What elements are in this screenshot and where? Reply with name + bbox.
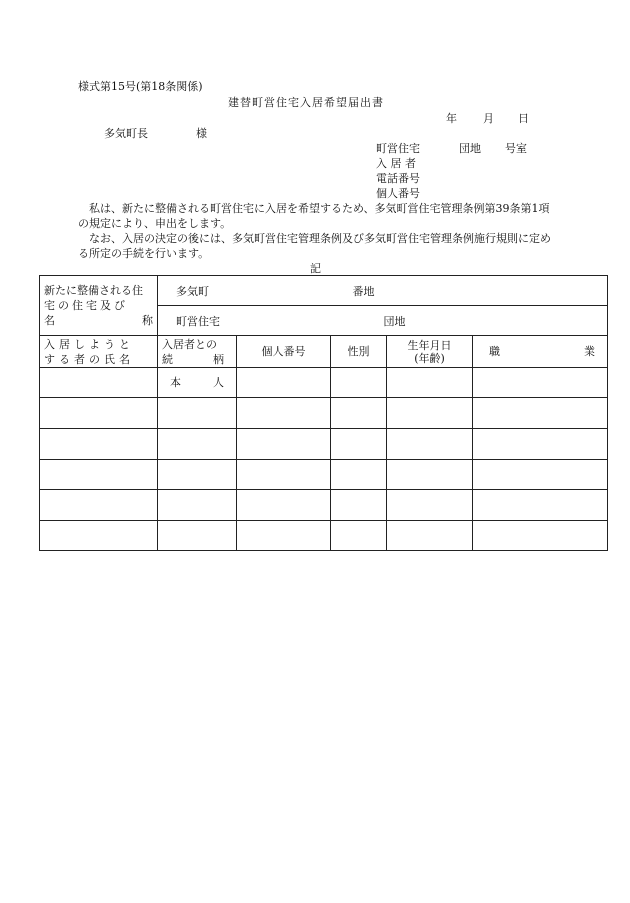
applicant-block-label: 団地	[459, 142, 481, 155]
occupation-cell[interactable]	[473, 460, 608, 490]
gender-cell[interactable]	[331, 429, 387, 460]
relation-header-line1: 入居者との	[162, 337, 217, 351]
address-town: 多気町	[176, 284, 209, 298]
date-month-label: 月	[483, 112, 494, 125]
ki-heading: 記	[310, 262, 321, 275]
birth-cell[interactable]	[387, 398, 473, 429]
occupation-header: 職 業	[489, 345, 596, 358]
name-cell[interactable]	[40, 398, 158, 429]
name-cell[interactable]	[40, 429, 158, 460]
birth-cell[interactable]	[387, 368, 473, 398]
applicant-personal-number-label: 個人番号	[376, 187, 420, 200]
gender-header: 性別	[331, 336, 387, 368]
address-cell[interactable]	[158, 276, 608, 306]
occupation-cell[interactable]	[473, 398, 608, 429]
occupation-header-cell	[473, 336, 608, 368]
applicant-housing-label: 町営住宅	[376, 142, 420, 155]
relation-cell[interactable]	[158, 398, 237, 429]
birth-cell[interactable]	[387, 490, 473, 521]
personal-number-cell[interactable]	[237, 368, 331, 398]
birth-header-line1: 生年月日	[407, 338, 452, 352]
personal-number-cell[interactable]	[237, 521, 331, 551]
gender-cell[interactable]	[331, 490, 387, 521]
addressee-honorific: 様	[196, 127, 207, 140]
applicant-room-label: 号室	[505, 142, 527, 155]
table-row	[40, 398, 608, 429]
date-year-label: 年	[446, 112, 457, 125]
name-cell[interactable]	[40, 460, 158, 490]
application-table	[39, 275, 608, 551]
occupation-cell[interactable]	[473, 521, 608, 551]
gender-cell[interactable]	[331, 368, 387, 398]
relation-cell[interactable]	[158, 460, 237, 490]
body-paragraph-2: なお、入居の決定の後には、多気町営住宅管理条例及び多気町営住宅管理条例施行規則に定める所定の手続を行います。	[78, 232, 551, 260]
birth-cell[interactable]	[387, 521, 473, 551]
table-row	[40, 429, 608, 460]
relation-cell[interactable]	[158, 490, 237, 521]
birth-header-line2: (年齢)	[414, 351, 445, 365]
document-title: 建替町営住宅入居希望届出書	[228, 96, 384, 109]
town-block-label: 団地	[383, 314, 406, 328]
personal-number-header: 個人番号	[237, 336, 331, 368]
table-row	[40, 368, 608, 398]
town-housing-cell[interactable]	[158, 306, 608, 336]
occupation-cell[interactable]	[473, 429, 608, 460]
addressee-name: 多気町長	[104, 127, 148, 140]
personal-number-cell[interactable]	[237, 429, 331, 460]
self-relation: 本 人	[170, 376, 224, 389]
personal-number-cell[interactable]	[237, 490, 331, 521]
table-row	[40, 521, 608, 551]
body-paragraph-1: 私は、新たに整備される町営住宅に入居を希望するため、多気町営住宅管理条例第39条第1項の規定により、申出をします。	[78, 202, 550, 230]
gender-cell[interactable]	[331, 460, 387, 490]
personal-number-cell[interactable]	[237, 398, 331, 429]
relation-cell[interactable]	[158, 429, 237, 460]
housing-header-line2: 宅の住宅及び	[44, 299, 128, 312]
housing-header-line3: 名 称	[44, 314, 153, 327]
body-text	[78, 201, 554, 261]
persons-header-cell	[40, 336, 158, 368]
town-housing-label: 町営住宅	[176, 314, 220, 328]
housing-header-line1: 新たに整備される住	[44, 284, 143, 297]
relation-header-line2: 続 柄	[162, 352, 224, 366]
housing-header-cell	[40, 276, 158, 336]
relation-cell	[158, 368, 237, 398]
occupation-cell[interactable]	[473, 368, 608, 398]
name-cell[interactable]	[40, 490, 158, 521]
gender-cell[interactable]	[331, 521, 387, 551]
table-row	[40, 490, 608, 521]
name-cell[interactable]	[40, 521, 158, 551]
occupation-cell[interactable]	[473, 490, 608, 521]
form-number: 様式第15号(第18条関係)	[78, 80, 203, 93]
birth-cell[interactable]	[387, 429, 473, 460]
table-row	[40, 460, 608, 490]
birth-header-cell	[387, 336, 473, 368]
date-day-label: 日	[518, 112, 529, 125]
relation-cell[interactable]	[158, 521, 237, 551]
address-banchi: 番地	[352, 284, 375, 298]
personal-number-cell[interactable]	[237, 460, 331, 490]
relation-header-cell	[158, 336, 237, 368]
gender-cell[interactable]	[331, 398, 387, 429]
persons-header-line1: 入居しようと	[44, 337, 134, 351]
name-cell[interactable]	[40, 368, 158, 398]
applicant-phone-label: 電話番号	[376, 172, 420, 185]
birth-cell[interactable]	[387, 460, 473, 490]
applicant-resident-label: 入 居 者	[376, 157, 416, 170]
persons-header-line2: する者の氏名	[44, 352, 134, 366]
